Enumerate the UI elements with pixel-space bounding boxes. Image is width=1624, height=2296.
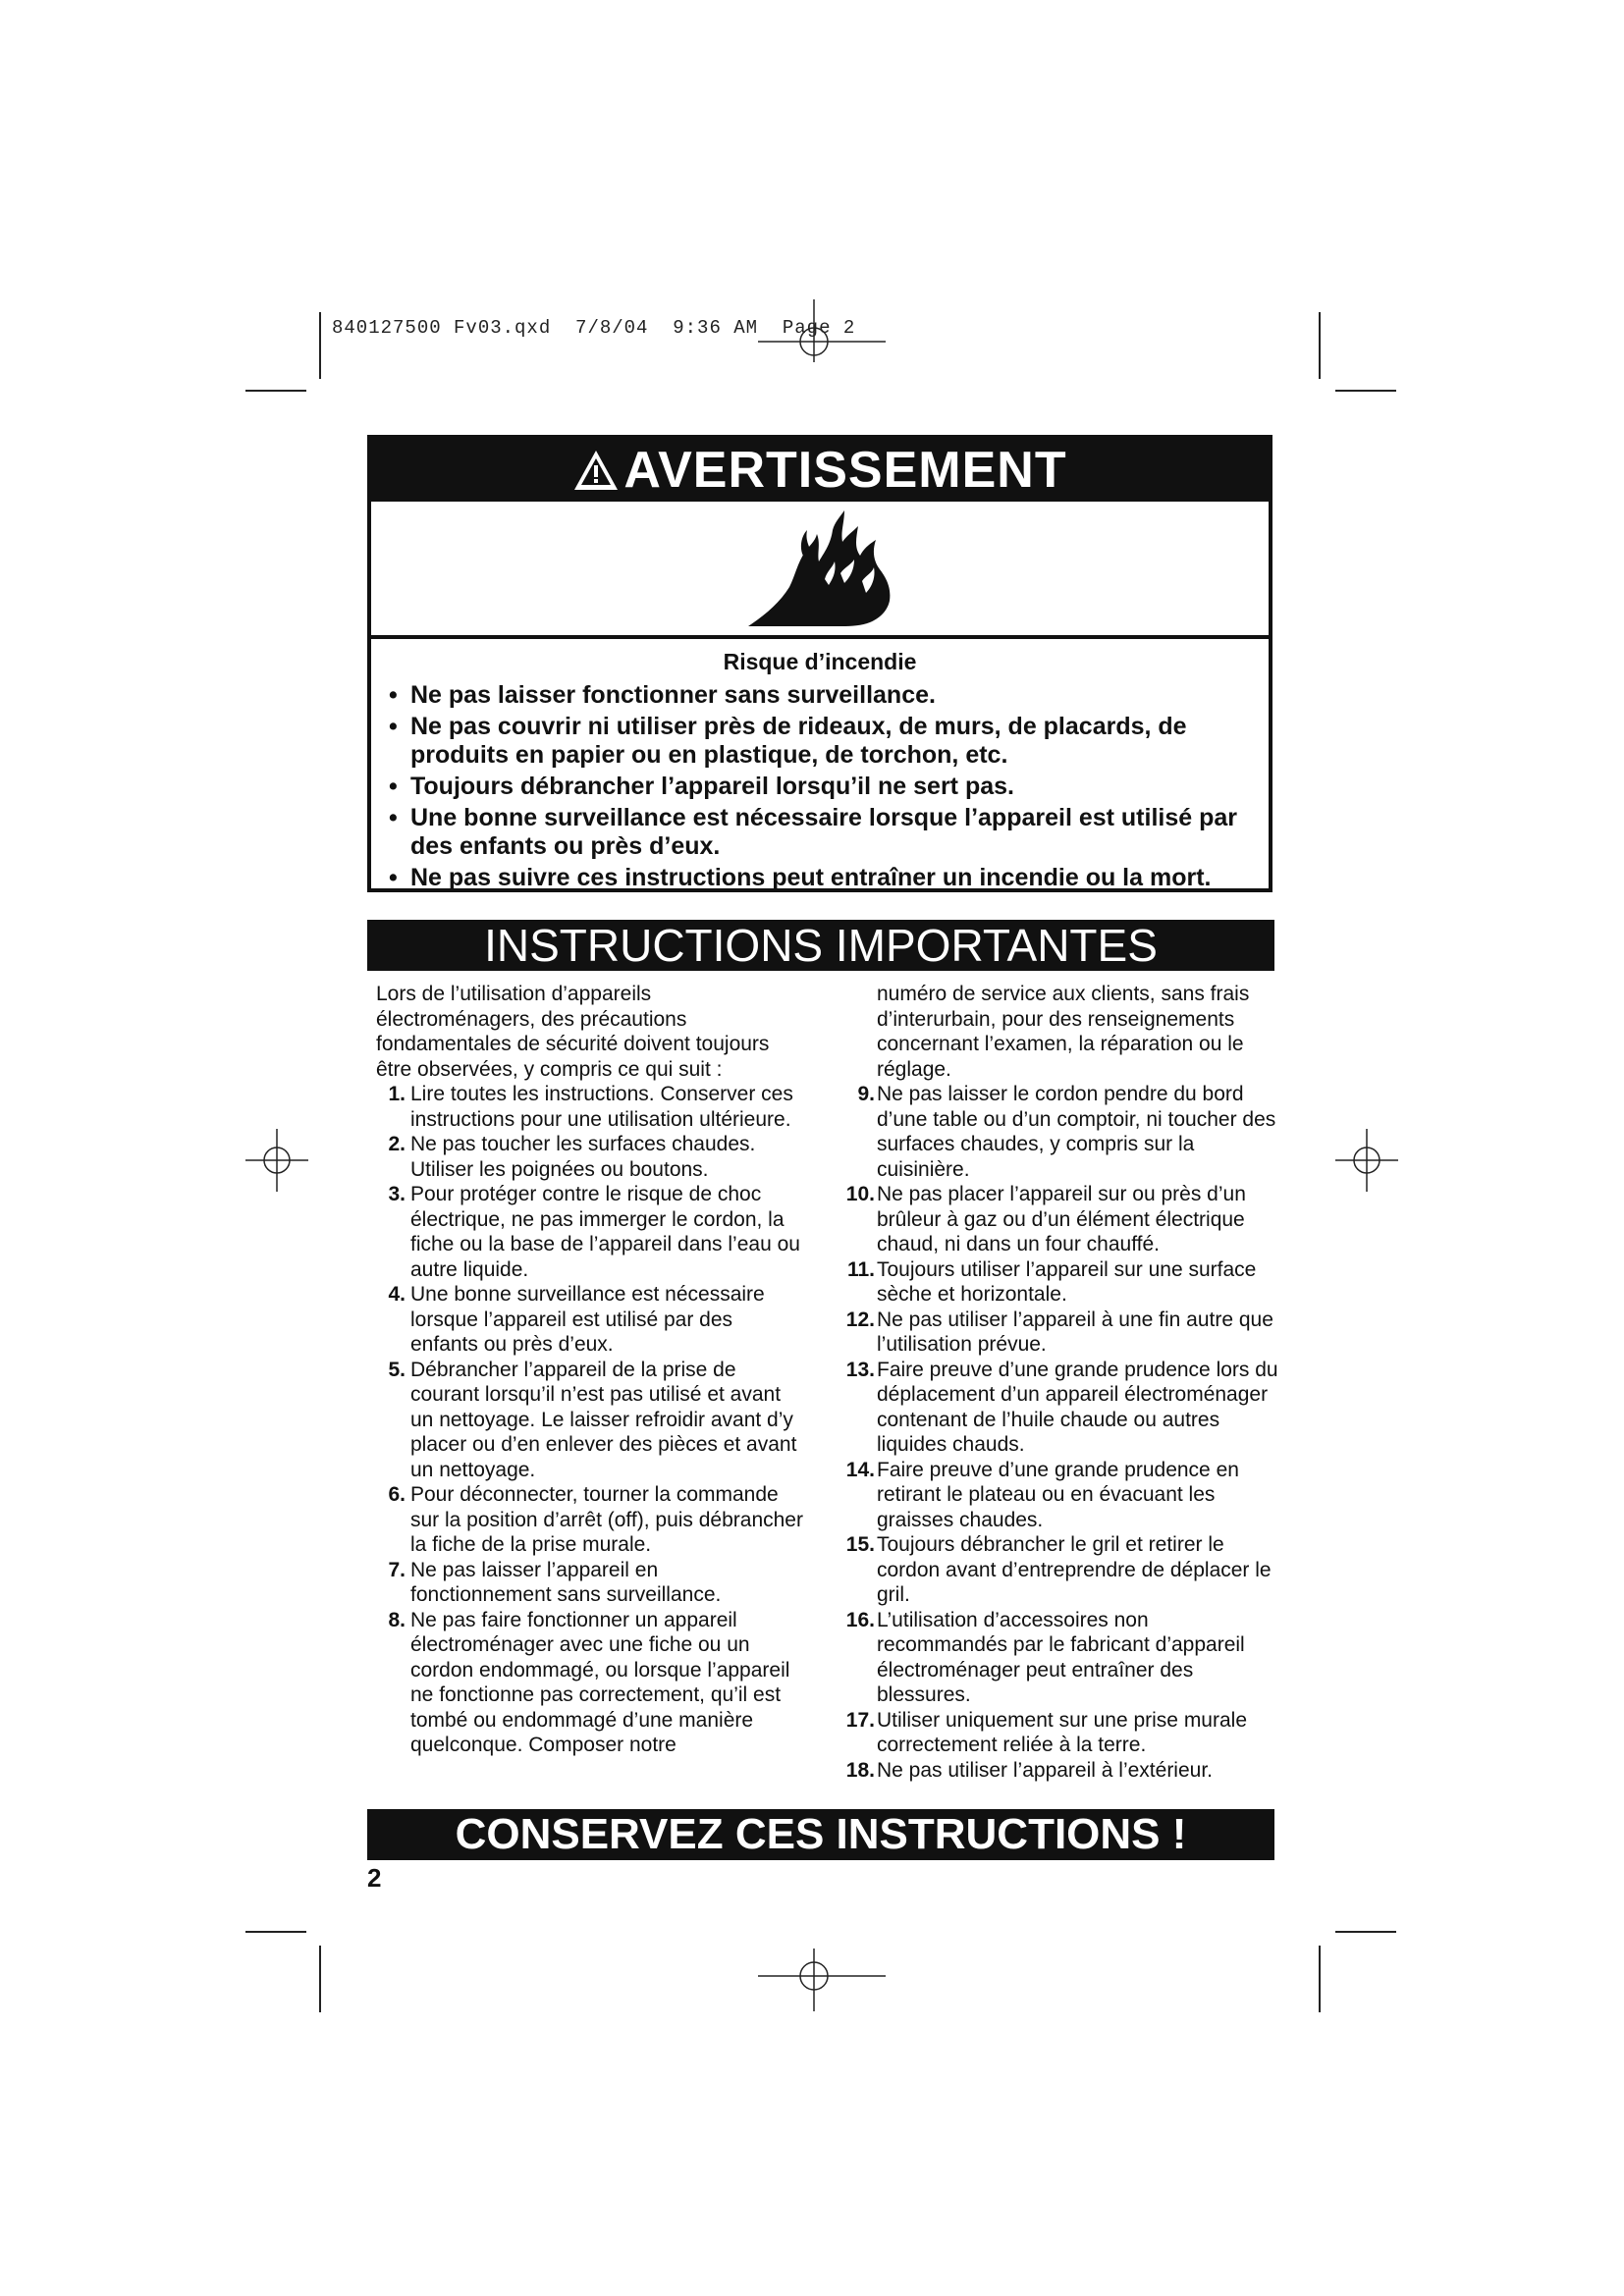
instruction-item: 12. Ne pas utiliser l’appareil à une fin autre que l’utilisation prévue.	[845, 1308, 1273, 1356]
warning-text	[371, 639, 1269, 892]
instruction-item: 18. Ne pas utiliser l’appareil à l’extérieur.	[845, 1758, 1213, 1782]
instructions-header: INSTRUCTIONS IMPORTANTES	[367, 920, 1274, 971]
warning-list	[389, 681, 1251, 892]
crop-mark	[1319, 312, 1321, 379]
warning-bullet: • Ne pas laisser fonctionner sans surveillance.	[389, 681, 936, 709]
instruction-item: 11. Toujours utiliser l’appareil sur une surface sèche et horizontale.	[846, 1257, 1257, 1306]
risk-title: Risque d’incendie	[723, 649, 917, 674]
warning-box	[367, 435, 1272, 892]
crop-mark	[1335, 390, 1396, 392]
instruction-item: 8. Ne pas faire fonctionner un appareil électroménager avec une fiche ou un cordon endommagé, ou lorsque l’appareil ne fonctionne pas correctement, qu’il est tombé ou endommagé d’une manière quelconque. Composer notre	[388, 1608, 790, 1756]
print-slug: 840127500 Fv03.qxd 7/8/04 9:36 AM Page 2	[332, 317, 856, 339]
crop-mark	[245, 1931, 306, 1933]
warning-bullet: • Ne pas couvrir ni utiliser près de rideaux, de murs, de placards, de produits en papier ou en plastique, de torchon, etc.	[389, 713, 1187, 769]
instructions-column-right	[836, 982, 1279, 1783]
crop-mark	[1335, 1931, 1396, 1933]
fire-hazard-icon	[746, 508, 893, 628]
instruction-item: 3. Pour protéger contre le risque de choc électrique, ne pas immerger le cordon, la fiche ou la base de l’appareil dans l’eau ou autre liquide.	[388, 1183, 800, 1281]
instructions-list-right	[836, 1082, 1279, 1783]
registration-mark-icon	[758, 299, 886, 362]
instruction-item: 1. Lire toutes les instructions. Conserver ces instructions pour une utilisation ultérieure.	[388, 1083, 793, 1131]
instruction-item: 9. Ne pas laisser le cordon pendre du bord d’une table ou d’un comptoir, ni toucher des surfaces chaudes, y compris sur la cuisinière.	[857, 1083, 1276, 1181]
instructions-intro: Lors de l’utilisation d’appareils électroménagers, des précautions fondamentales de sécurité doivent toujours être observées, y compris ce qui suit :	[376, 983, 770, 1081]
save-instructions-banner: CONSERVEZ CES INSTRUCTIONS !	[367, 1809, 1274, 1860]
page-number: 2	[367, 1863, 382, 1893]
instruction-item: 13. Faire preuve d’une grande prudence lors du déplacement d’un appareil électroménager contenant de l’huile chaude ou autres liquides chauds.	[845, 1358, 1278, 1456]
warning-bullet: • Ne pas suivre ces instructions peut entraîner un incendie ou la mort.	[389, 864, 1212, 891]
registration-mark-icon	[245, 1129, 308, 1192]
instruction-item: 16. L’utilisation d’accessoires non recommandés par le fabricant d’appareil électroménager peut entraîner des blessures.	[845, 1608, 1245, 1706]
instruction-item: 4. Une bonne surveillance est nécessaire lorsque l’appareil est utilisé par des enfants ou près d’eux.	[388, 1283, 765, 1356]
instruction-item: 17. Utiliser uniquement sur une prise murale correctement reliée à la terre.	[845, 1708, 1248, 1756]
warning-bullet: • Toujours débrancher l’appareil lorsqu’il ne sert pas.	[389, 773, 1014, 800]
instructions-column-left	[376, 982, 803, 1758]
instruction-item: 2. Ne pas toucher les surfaces chaudes. Utiliser les poignées ou boutons.	[388, 1133, 756, 1181]
warning-title: AVERTISSEMENT	[623, 442, 1067, 499]
warning-bullet: • Une bonne surveillance est nécessaire lorsque l’appareil est utilisé par des enfants ou près d’eux.	[389, 804, 1238, 860]
instruction-item-continuation: numéro de service aux clients, sans frais d’interurbain, pour des renseignements concernant l’examen, la réparation ou le réglage.	[877, 983, 1250, 1081]
instruction-item: 15. Toujours débrancher le gril et retirer le cordon avant d’entreprendre de déplacer le gril.	[845, 1533, 1272, 1606]
instruction-item: 14. Faire preuve d’une grande prudence en retirant le plateau ou en évacuant les graisses chaudes.	[845, 1458, 1239, 1531]
instruction-item: 10. Ne pas placer l’appareil sur ou près d’un brûleur à gaz ou d’un élément électrique chaud, ni dans un four chauffé.	[845, 1183, 1246, 1255]
instruction-item: 5. Débrancher l’appareil de la prise de courant lorsqu’il n’est pas utilisé et avant un nettoyage. Le laisser refroidir avant d’y placer ou d’en enlever des pièces et avant un nettoyage.	[388, 1358, 797, 1481]
warning-pictogram	[371, 502, 1269, 639]
crop-mark	[319, 1946, 321, 2012]
warning-header	[371, 439, 1269, 502]
registration-mark-icon	[758, 1949, 886, 2011]
crop-mark	[1319, 1946, 1321, 2012]
registration-mark-icon	[1335, 1129, 1398, 1192]
warning-triangle-icon	[572, 449, 620, 492]
instruction-item: 7. Ne pas laisser l’appareil en fonctionnement sans surveillance.	[388, 1558, 722, 1606]
instructions-list-left	[376, 1082, 803, 1758]
crop-mark	[319, 312, 321, 379]
instruction-item: 6. Pour déconnecter, tourner la commande sur la position d’arrêt (off), puis débrancher la fiche de la prise murale.	[388, 1483, 803, 1556]
crop-mark	[245, 390, 306, 392]
